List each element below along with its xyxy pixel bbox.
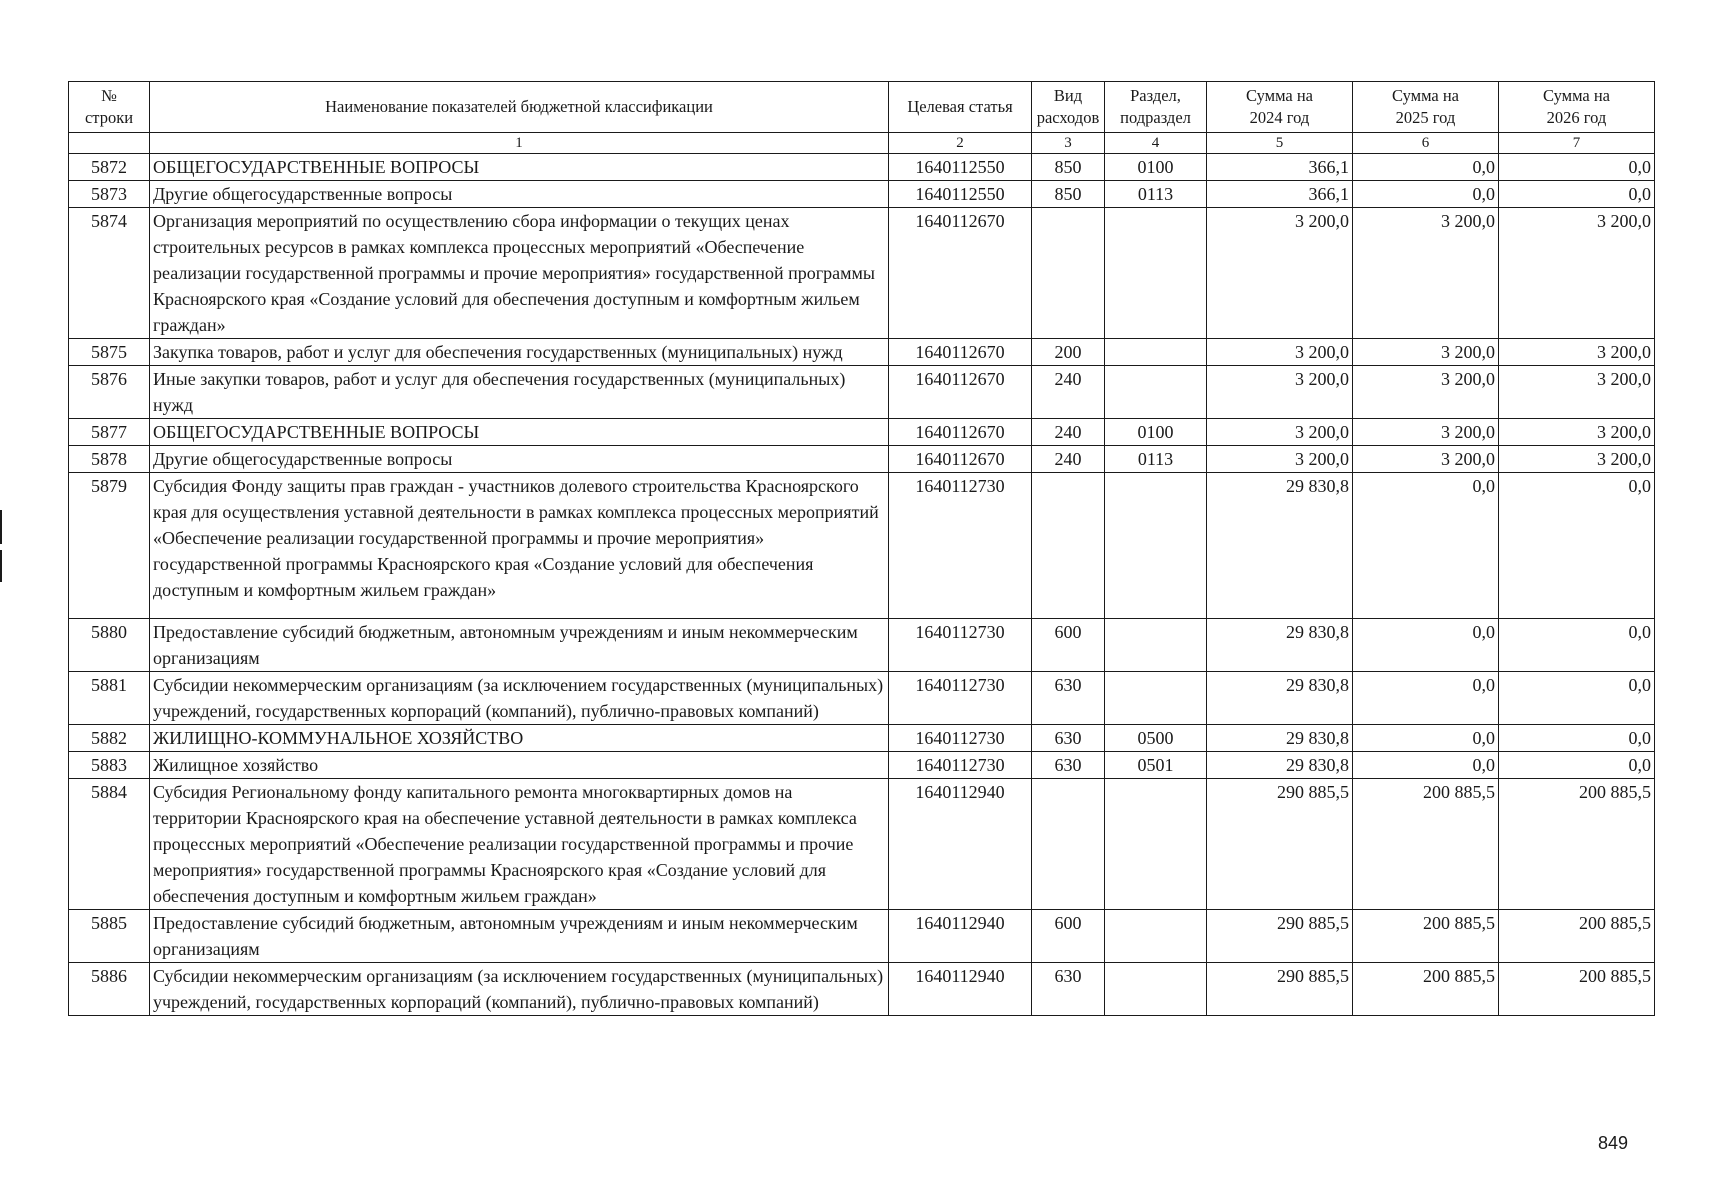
sum-2024-cell: 3 200,0 xyxy=(1207,419,1353,446)
indicator-name-cell: Другие общегосударственные вопросы xyxy=(150,181,889,208)
section-cell: 0500 xyxy=(1105,725,1207,752)
header-sum-2025: Сумма на 2025 год xyxy=(1353,82,1499,133)
row-number-cell: 5881 xyxy=(69,672,150,725)
table-row xyxy=(69,619,1655,672)
sum-2025-cell: 3 200,0 xyxy=(1353,208,1499,339)
row-number-cell: 5886 xyxy=(69,963,150,1016)
row-number-cell: 5880 xyxy=(69,619,150,672)
target-article-cell: 1640112550 xyxy=(889,181,1032,208)
sum-2025-cell: 0,0 xyxy=(1353,619,1499,672)
scan-margin-mark xyxy=(0,550,2,582)
scan-margin-mark xyxy=(0,510,2,544)
table-row xyxy=(69,181,1655,208)
table-row xyxy=(69,446,1655,473)
sum-2025-cell: 3 200,0 xyxy=(1353,419,1499,446)
table-row xyxy=(69,366,1655,419)
expense-kind-cell: 600 xyxy=(1032,910,1105,963)
expense-kind-cell: 600 xyxy=(1032,619,1105,672)
expense-kind-cell xyxy=(1032,208,1105,339)
sum-2026-cell: 3 200,0 xyxy=(1499,366,1655,419)
table-row xyxy=(69,672,1655,725)
row-number-cell: 5882 xyxy=(69,725,150,752)
target-article-cell: 1640112670 xyxy=(889,208,1032,339)
table-row xyxy=(69,963,1655,1016)
target-article-cell: 1640112670 xyxy=(889,339,1032,366)
sum-2025-cell: 3 200,0 xyxy=(1353,339,1499,366)
target-article-cell: 1640112670 xyxy=(889,366,1032,419)
sum-2026-cell: 0,0 xyxy=(1499,154,1655,181)
expense-kind-cell: 630 xyxy=(1032,725,1105,752)
header-target: Целевая статья xyxy=(889,82,1032,133)
sum-2025-cell: 3 200,0 xyxy=(1353,366,1499,419)
row-number-cell: 5874 xyxy=(69,208,150,339)
expense-kind-cell: 630 xyxy=(1032,672,1105,725)
table-row xyxy=(69,208,1655,339)
target-article-cell: 1640112730 xyxy=(889,672,1032,725)
column-number: 4 xyxy=(1105,133,1207,154)
sum-2026-cell: 0,0 xyxy=(1499,672,1655,725)
sum-2026-cell: 0,0 xyxy=(1499,752,1655,779)
table-row xyxy=(69,154,1655,181)
header-row-no: № строки xyxy=(69,82,150,133)
table-row xyxy=(69,779,1655,910)
column-number: 2 xyxy=(889,133,1032,154)
expense-kind-cell: 200 xyxy=(1032,339,1105,366)
sum-2026-cell: 200 885,5 xyxy=(1499,963,1655,1016)
sum-2026-cell: 3 200,0 xyxy=(1499,208,1655,339)
indicator-name-cell: Субсидия Региональному фонду капитального ремонта многоквартирных домов на территории Красноярского края на обеспечение уставной деятельности в рамках комплекса процессных мероприятий «Обеспечение реализации государственной программы и прочие мероприятия» государственной программы Красноярского края «Создание условий для обеспечения доступным и комфортным жильем граждан» xyxy=(150,779,889,910)
header-name: Наименование показателей бюджетной классификации xyxy=(150,82,889,133)
row-number-cell: 5879 xyxy=(69,473,150,619)
sum-2024-cell: 29 830,8 xyxy=(1207,725,1353,752)
indicator-name-cell: Субсидия Фонду защиты прав граждан - участников долевого строительства Красноярского края для осуществления уставной деятельности в рамках комплекса процессных мероприятий «Обеспечение реализации государственной программы и прочие мероприятия» государственной программы Красноярского края «Создание условий для обеспечения доступным и комфортным жильем граждан» xyxy=(150,473,889,619)
expense-kind-cell: 240 xyxy=(1032,366,1105,419)
page-number: 849 xyxy=(1598,1133,1629,1153)
table-row xyxy=(69,910,1655,963)
table-row xyxy=(69,419,1655,446)
sum-2026-cell: 200 885,5 xyxy=(1499,910,1655,963)
row-number-cell: 5875 xyxy=(69,339,150,366)
sum-2024-cell: 29 830,8 xyxy=(1207,672,1353,725)
indicator-name-cell: Иные закупки товаров, работ и услуг для обеспечения государственных (муниципальных) нужд xyxy=(150,366,889,419)
row-number-cell: 5873 xyxy=(69,181,150,208)
target-article-cell: 1640112730 xyxy=(889,619,1032,672)
sum-2026-cell: 0,0 xyxy=(1499,619,1655,672)
sum-2024-cell: 290 885,5 xyxy=(1207,963,1353,1016)
header-kind: Вид расходов xyxy=(1032,82,1105,133)
section-cell xyxy=(1105,779,1207,910)
sum-2026-cell: 0,0 xyxy=(1499,725,1655,752)
table-body xyxy=(69,154,1655,1016)
section-cell: 0501 xyxy=(1105,752,1207,779)
table-row xyxy=(69,473,1655,619)
section-cell: 0113 xyxy=(1105,446,1207,473)
indicator-name-cell: ОБЩЕГОСУДАРСТВЕННЫЕ ВОПРОСЫ xyxy=(150,154,889,181)
section-cell xyxy=(1105,366,1207,419)
expense-kind-cell: 630 xyxy=(1032,963,1105,1016)
sum-2026-cell: 0,0 xyxy=(1499,181,1655,208)
sum-2024-cell: 3 200,0 xyxy=(1207,446,1353,473)
header-sum-2026: Сумма на 2026 год xyxy=(1499,82,1655,133)
column-number: 6 xyxy=(1353,133,1499,154)
sum-2026-cell: 3 200,0 xyxy=(1499,446,1655,473)
section-cell xyxy=(1105,619,1207,672)
sum-2024-cell: 366,1 xyxy=(1207,154,1353,181)
target-article-cell: 1640112730 xyxy=(889,725,1032,752)
sum-2024-cell: 29 830,8 xyxy=(1207,473,1353,619)
table-row xyxy=(69,752,1655,779)
sum-2025-cell: 0,0 xyxy=(1353,154,1499,181)
sum-2024-cell: 3 200,0 xyxy=(1207,208,1353,339)
expense-kind-cell: 240 xyxy=(1032,446,1105,473)
section-cell xyxy=(1105,672,1207,725)
sum-2026-cell: 200 885,5 xyxy=(1499,779,1655,910)
row-number-cell: 5877 xyxy=(69,419,150,446)
table-row xyxy=(69,339,1655,366)
expense-kind-cell xyxy=(1032,779,1105,910)
indicator-name-cell: Субсидии некоммерческим организациям (за исключением государственных (муниципальных) учреждений, государственных корпораций (компаний), публично-правовых компаний) xyxy=(150,963,889,1016)
column-number: 1 xyxy=(150,133,889,154)
sum-2024-cell: 3 200,0 xyxy=(1207,366,1353,419)
sum-2024-cell: 290 885,5 xyxy=(1207,910,1353,963)
sum-2025-cell: 0,0 xyxy=(1353,752,1499,779)
section-cell xyxy=(1105,910,1207,963)
column-number xyxy=(69,133,150,154)
column-number: 5 xyxy=(1207,133,1353,154)
section-cell: 0113 xyxy=(1105,181,1207,208)
sum-2025-cell: 0,0 xyxy=(1353,725,1499,752)
expense-kind-cell xyxy=(1032,473,1105,619)
sum-2024-cell: 290 885,5 xyxy=(1207,779,1353,910)
target-article-cell: 1640112670 xyxy=(889,419,1032,446)
row-number-cell: 5878 xyxy=(69,446,150,473)
budget-table xyxy=(68,81,1655,1016)
target-article-cell: 1640112940 xyxy=(889,910,1032,963)
row-number-cell: 5872 xyxy=(69,154,150,181)
indicator-name-cell: Предоставление субсидий бюджетным, автономным учреждениям и иным некоммерческим организациям xyxy=(150,910,889,963)
column-number-row xyxy=(69,133,1655,154)
sum-2024-cell: 29 830,8 xyxy=(1207,619,1353,672)
sum-2025-cell: 200 885,5 xyxy=(1353,779,1499,910)
header-sum-2024: Сумма на 2024 год xyxy=(1207,82,1353,133)
sum-2025-cell: 200 885,5 xyxy=(1353,963,1499,1016)
section-cell xyxy=(1105,208,1207,339)
expense-kind-cell: 850 xyxy=(1032,154,1105,181)
table-row xyxy=(69,725,1655,752)
row-number-cell: 5884 xyxy=(69,779,150,910)
sum-2024-cell: 29 830,8 xyxy=(1207,752,1353,779)
sum-2024-cell: 3 200,0 xyxy=(1207,339,1353,366)
sum-2025-cell: 0,0 xyxy=(1353,181,1499,208)
target-article-cell: 1640112670 xyxy=(889,446,1032,473)
section-cell: 0100 xyxy=(1105,154,1207,181)
section-cell xyxy=(1105,963,1207,1016)
sum-2025-cell: 0,0 xyxy=(1353,473,1499,619)
expense-kind-cell: 850 xyxy=(1032,181,1105,208)
section-cell xyxy=(1105,339,1207,366)
indicator-name-cell: Жилищное хозяйство xyxy=(150,752,889,779)
section-cell xyxy=(1105,473,1207,619)
target-article-cell: 1640112730 xyxy=(889,473,1032,619)
section-cell: 0100 xyxy=(1105,419,1207,446)
sum-2026-cell: 3 200,0 xyxy=(1499,339,1655,366)
target-article-cell: 1640112940 xyxy=(889,779,1032,910)
column-number: 3 xyxy=(1032,133,1105,154)
indicator-name-cell: Субсидии некоммерческим организациям (за исключением государственных (муниципальных) учреждений, государственных корпораций (компаний), публично-правовых компаний) xyxy=(150,672,889,725)
sum-2025-cell: 0,0 xyxy=(1353,672,1499,725)
sum-2026-cell: 0,0 xyxy=(1499,473,1655,619)
indicator-name-cell: Предоставление субсидий бюджетным, автономным учреждениям и иным некоммерческим организациям xyxy=(150,619,889,672)
sum-2025-cell: 3 200,0 xyxy=(1353,446,1499,473)
header-section: Раздел, подраздел xyxy=(1105,82,1207,133)
sum-2024-cell: 366,1 xyxy=(1207,181,1353,208)
header-row xyxy=(69,82,1655,133)
sum-2026-cell: 3 200,0 xyxy=(1499,419,1655,446)
indicator-name-cell: Закупка товаров, работ и услуг для обеспечения государственных (муниципальных) нужд xyxy=(150,339,889,366)
column-number: 7 xyxy=(1499,133,1655,154)
target-article-cell: 1640112550 xyxy=(889,154,1032,181)
target-article-cell: 1640112730 xyxy=(889,752,1032,779)
row-number-cell: 5883 xyxy=(69,752,150,779)
expense-kind-cell: 630 xyxy=(1032,752,1105,779)
expense-kind-cell: 240 xyxy=(1032,419,1105,446)
indicator-name-cell: ЖИЛИЩНО-КОММУНАЛЬНОЕ ХОЗЯЙСТВО xyxy=(150,725,889,752)
sum-2025-cell: 200 885,5 xyxy=(1353,910,1499,963)
indicator-name-cell: Другие общегосударственные вопросы xyxy=(150,446,889,473)
indicator-name-cell: Организация мероприятий по осуществлению сбора информации о текущих ценах строительных ресурсов в рамках комплекса процессных мероприятий «Обеспечение реализации государственной программы и прочие мероприятия» государственной программы Красноярского края «Создание условий для обеспечения доступным и комфортным жильем граждан» xyxy=(150,208,889,339)
indicator-name-cell: ОБЩЕГОСУДАРСТВЕННЫЕ ВОПРОСЫ xyxy=(150,419,889,446)
row-number-cell: 5876 xyxy=(69,366,150,419)
row-number-cell: 5885 xyxy=(69,910,150,963)
target-article-cell: 1640112940 xyxy=(889,963,1032,1016)
